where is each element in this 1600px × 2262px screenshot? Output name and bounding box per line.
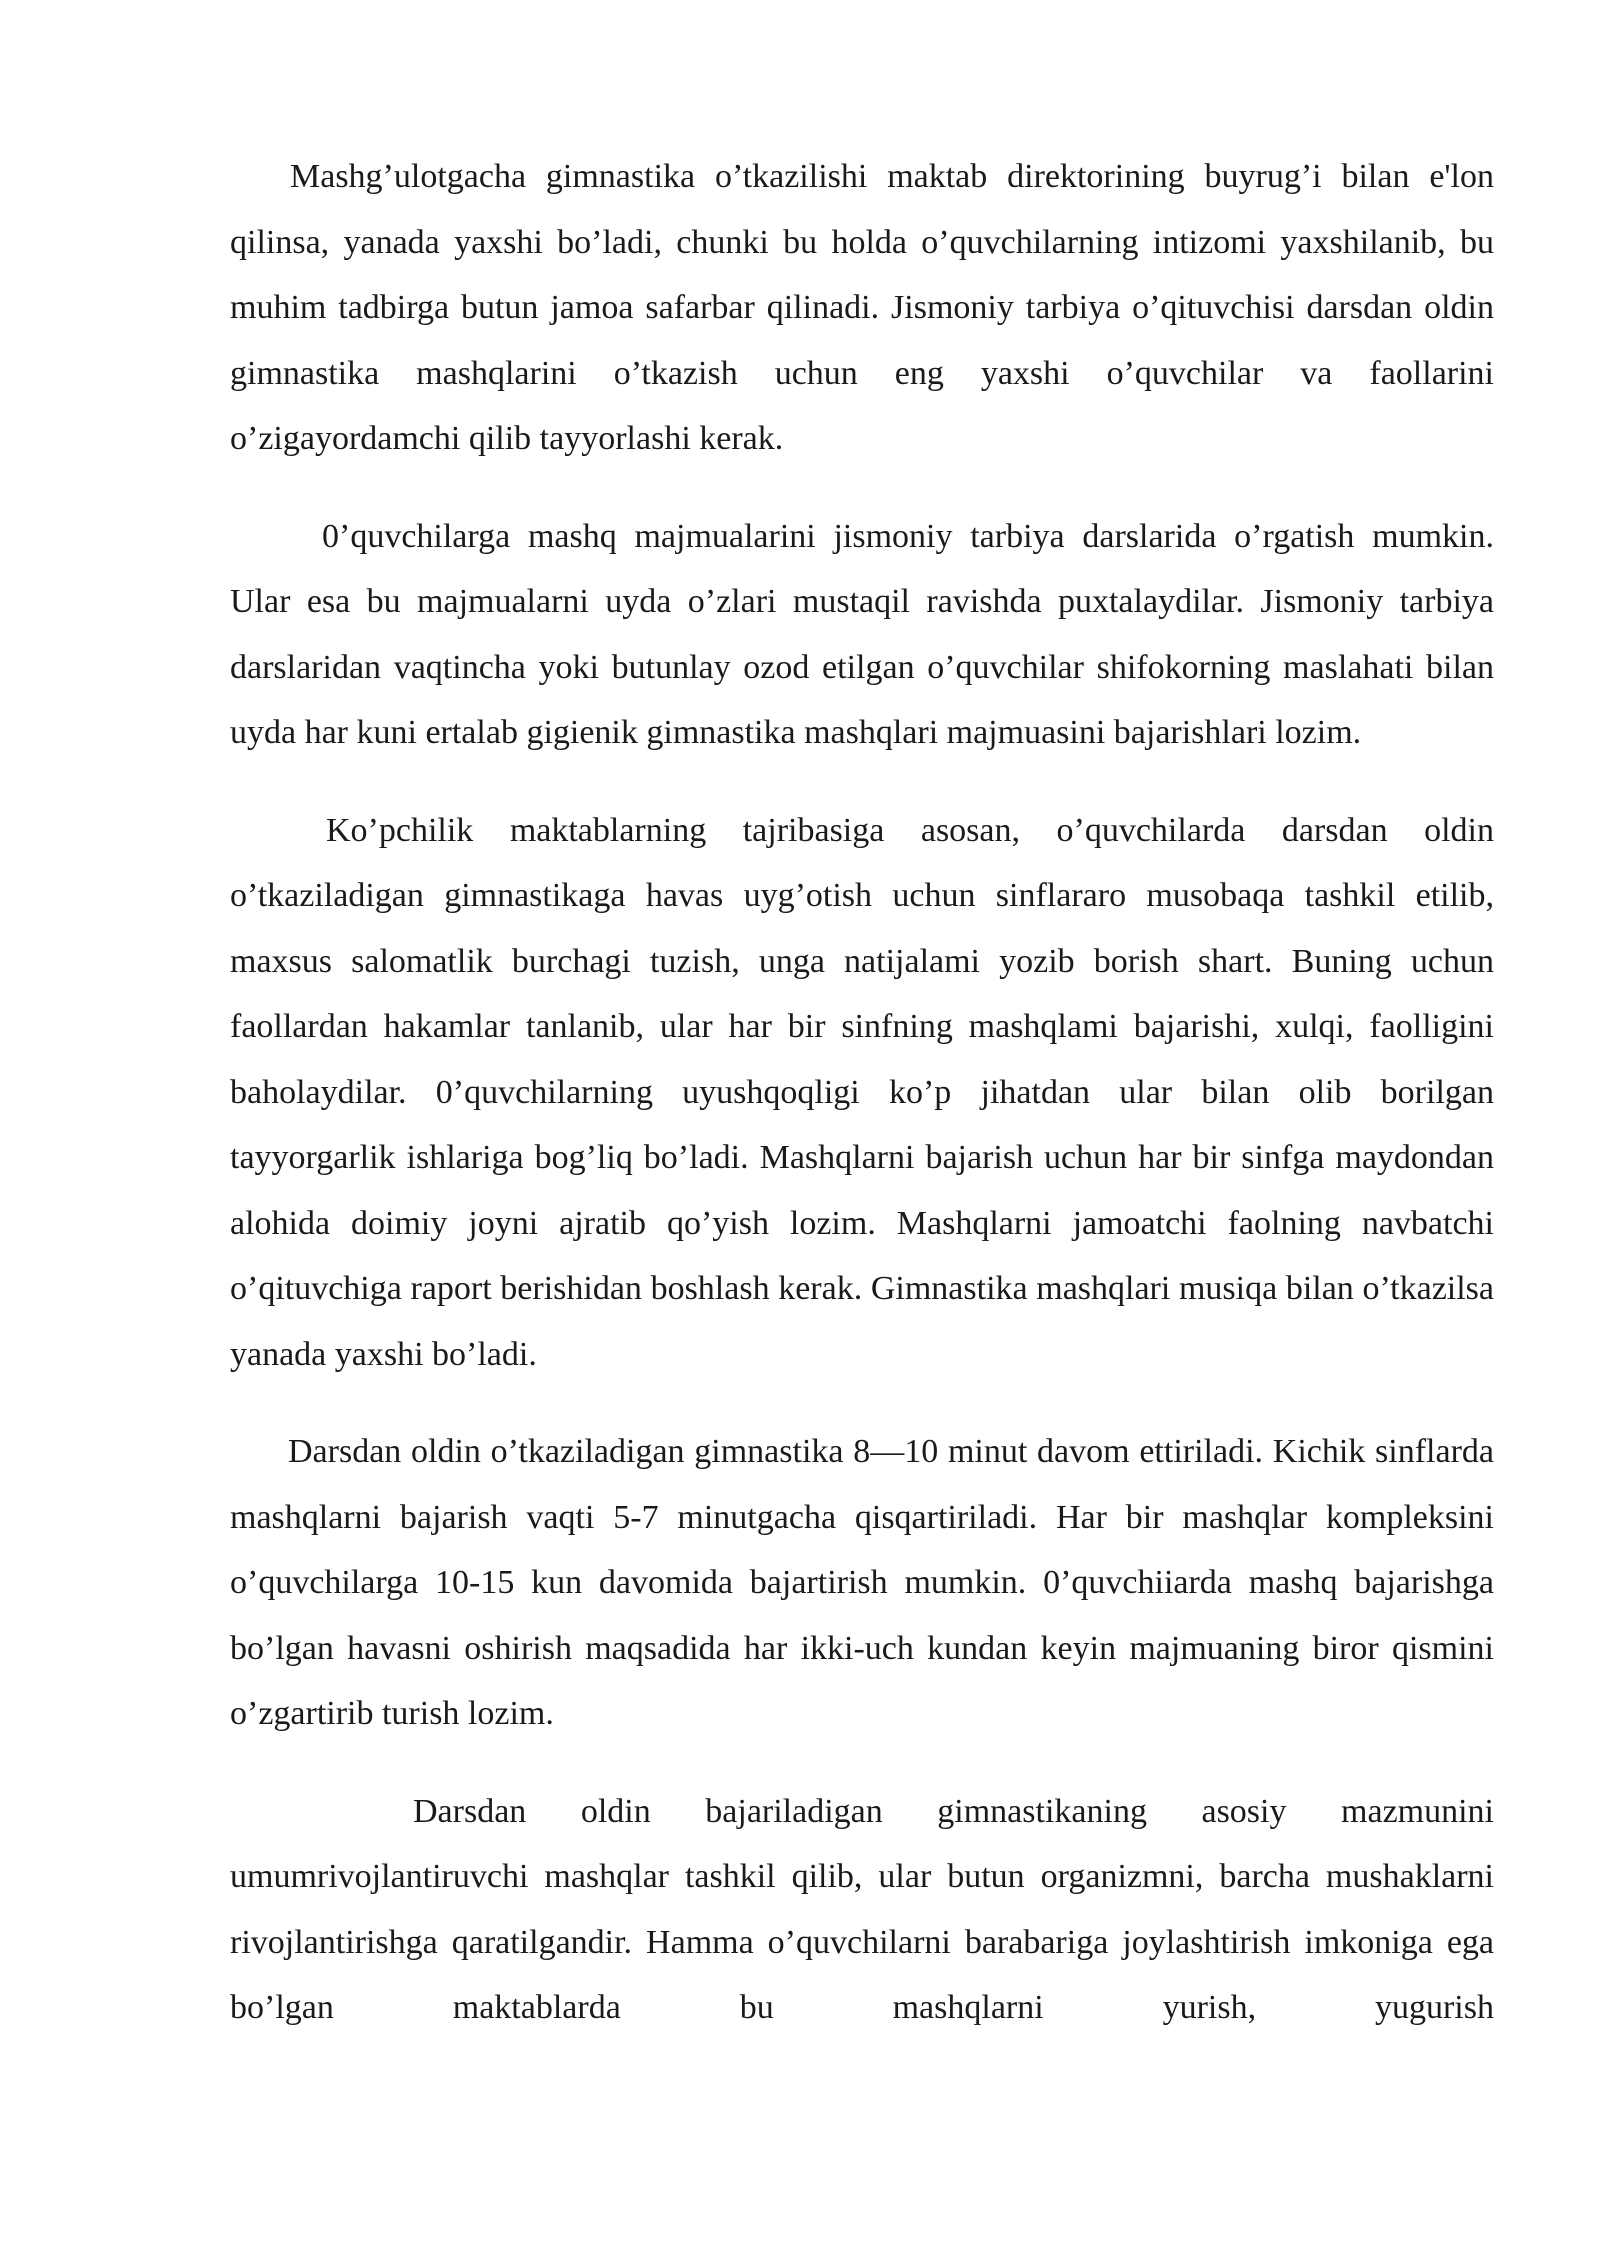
paragraph-1: Mashg’ulotgacha gimnastika o’tkazilishi maktab direktorining buyrug’i bilan e'lon qilinsa, yanada yaxshi bo’ladi, chunki bu holda o’quvchilarning intizomi yaxshilanib, bu muhim tadbirga butun jamoa safarbar qilinadi. Jismoniy tarbiya o’qituvchisi darsdan oldin gimnastika mashqlarini o’tkazish uchun eng yaxshi o’quvchilar va faollarini o’zigayordamchi qilib tayyorlashi kerak. — [230, 158, 1494, 457]
paragraph-3: Ko’pchilik maktablarning tajribasiga asosan, o’quvchilarda darsdan oldin o’tkaziladigan gimnastikaga havas uyg’otish uchun sinflararo musobaqa tashkil etilib, maxsus salomatlik burchagi tuzish, unga natijalami yozib borish shart. Buning uchun faollardan hakamlar tanlanib, ular har bir sinfning mashqlami bajarishi, xulqi, faolligini baholaydilar. 0’quvchilarning uyushqoqligi ko’p jihatdan ular bilan olib borilgan tayyorgarlik ishlariga bog’liq bo’ladi. Mashqlarni bajarish uchun har bir sinfga maydondan alohida doimiy joyni ajratib qo’yish lozim. Mashqlarni jamoatchi faolning navbatchi o’qituvchiga raport berishidan boshlash kerak. Gimnastika mashqlari musiqa bilan o’tkazilsa yanada yaxshi bo’ladi. — [230, 811, 1494, 1373]
paragraph-5: Darsdan oldin bajariladigan gimnastikaning asosiy mazmunini umumrivojlantiruvchi mashqlar tashkil qilib, ular butun organizmni, barcha mushaklarni rivojlantirishga qaratilgandir. Hamma o’quvchilarni barabariga joylashtirish imkoniga ega bo’lgan maktablarda bu mashqlarni yurish, yugurish — [230, 1792, 1494, 2026]
paragraph-4: Darsdan oldin o’tkaziladigan gimnastika 8—10 minut davom ettiriladi. Kichik sinflarda mashqlarni bajarish vaqti 5-7 minutgacha qisqartiriladi. Har bir mashqlar kompleksini o’quvchilarga 10-15 kun davomida bajartirish mumkin. 0’quvchiiarda mashq bajarishga bo’lgan havasni oshirish maqsadida har ikki-uch kundan keyin majmuaning biror qismini o’zgartirib turish lozim. — [230, 1433, 1494, 1732]
document-body — [230, 144, 1494, 2041]
paragraph-2: 0’quvchilarga mashq majmualarini jismoniy tarbiya darslarida o’rgatish mumkin. Ular esa bu majmualarni uyda o’zlari mustaqil ravishda puxtalaydilar. Jismoniy tarbiya darslaridan vaqtincha yoki butunlay ozod etilgan o’quvchilar shifokorning maslahati bilan uyda har kuni ertalab gigienik gimnastika mashqlari majmuasini bajarishlari lozim. — [230, 517, 1494, 751]
